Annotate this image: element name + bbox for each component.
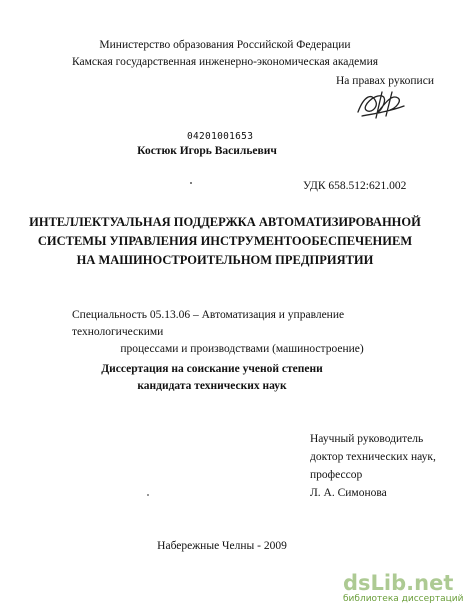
title-line-2: СИСТЕМЫ УПРАВЛЕНИЯ ИНСТРУМЕНТООБЕСПЕЧЕНИЕМ [37, 234, 413, 248]
degree-line-2: кандидата технических наук [137, 380, 287, 392]
supervisor-degree: доктор технических наук, [310, 451, 436, 463]
signature-stamp [352, 88, 408, 122]
manuscript-rights-note: На правах рукописи [336, 75, 434, 87]
specialty-block [72, 307, 432, 358]
dslib-logo-icon [343, 569, 454, 595]
supervisor-role: Научный руководитель [310, 433, 424, 445]
udk-code: УДК 658.512:621.002 [303, 180, 407, 192]
ministry-line: Министерство образования Российской Федерации [99, 39, 351, 51]
degree-block [0, 361, 424, 395]
logo-text: dsLib.net [343, 571, 454, 595]
scan-speck [190, 182, 192, 184]
supervisor-rank: профессор [310, 469, 363, 481]
city-year: Набережные Челны - 2009 [157, 540, 287, 552]
specialty-line-2: процессами и производствами (машиностроение) [120, 343, 364, 355]
dslib-watermark[interactable] [343, 569, 463, 609]
degree-line-1: Диссертация на соискание ученой степени [101, 363, 323, 375]
title-line-1: ИНТЕЛЛЕКТУАЛЬНАЯ ПОДДЕРЖКА АВТОМАТИЗИРОВАННОЙ [29, 215, 421, 229]
dissertation-title [0, 213, 450, 270]
supervisor-block [310, 430, 436, 502]
author-name: Костюк Игорь Васильевич [137, 145, 277, 157]
scan-speck [147, 494, 149, 496]
registration-number: 04201001653 [187, 131, 254, 142]
watermark-caption: библиотека диссертаций [343, 594, 463, 604]
supervisor-name: Л. А. Симонова [310, 487, 387, 499]
title-line-3: НА МАШИНОСТРОИТЕЛЬНОМ ПРЕДПРИЯТИИ [76, 253, 374, 267]
academy-line: Камская государственная инженерно-экономическая академия [71, 56, 379, 68]
specialty-line-1: Специальность 05.13.06 – Автоматизация и управление технологическими [72, 309, 345, 338]
